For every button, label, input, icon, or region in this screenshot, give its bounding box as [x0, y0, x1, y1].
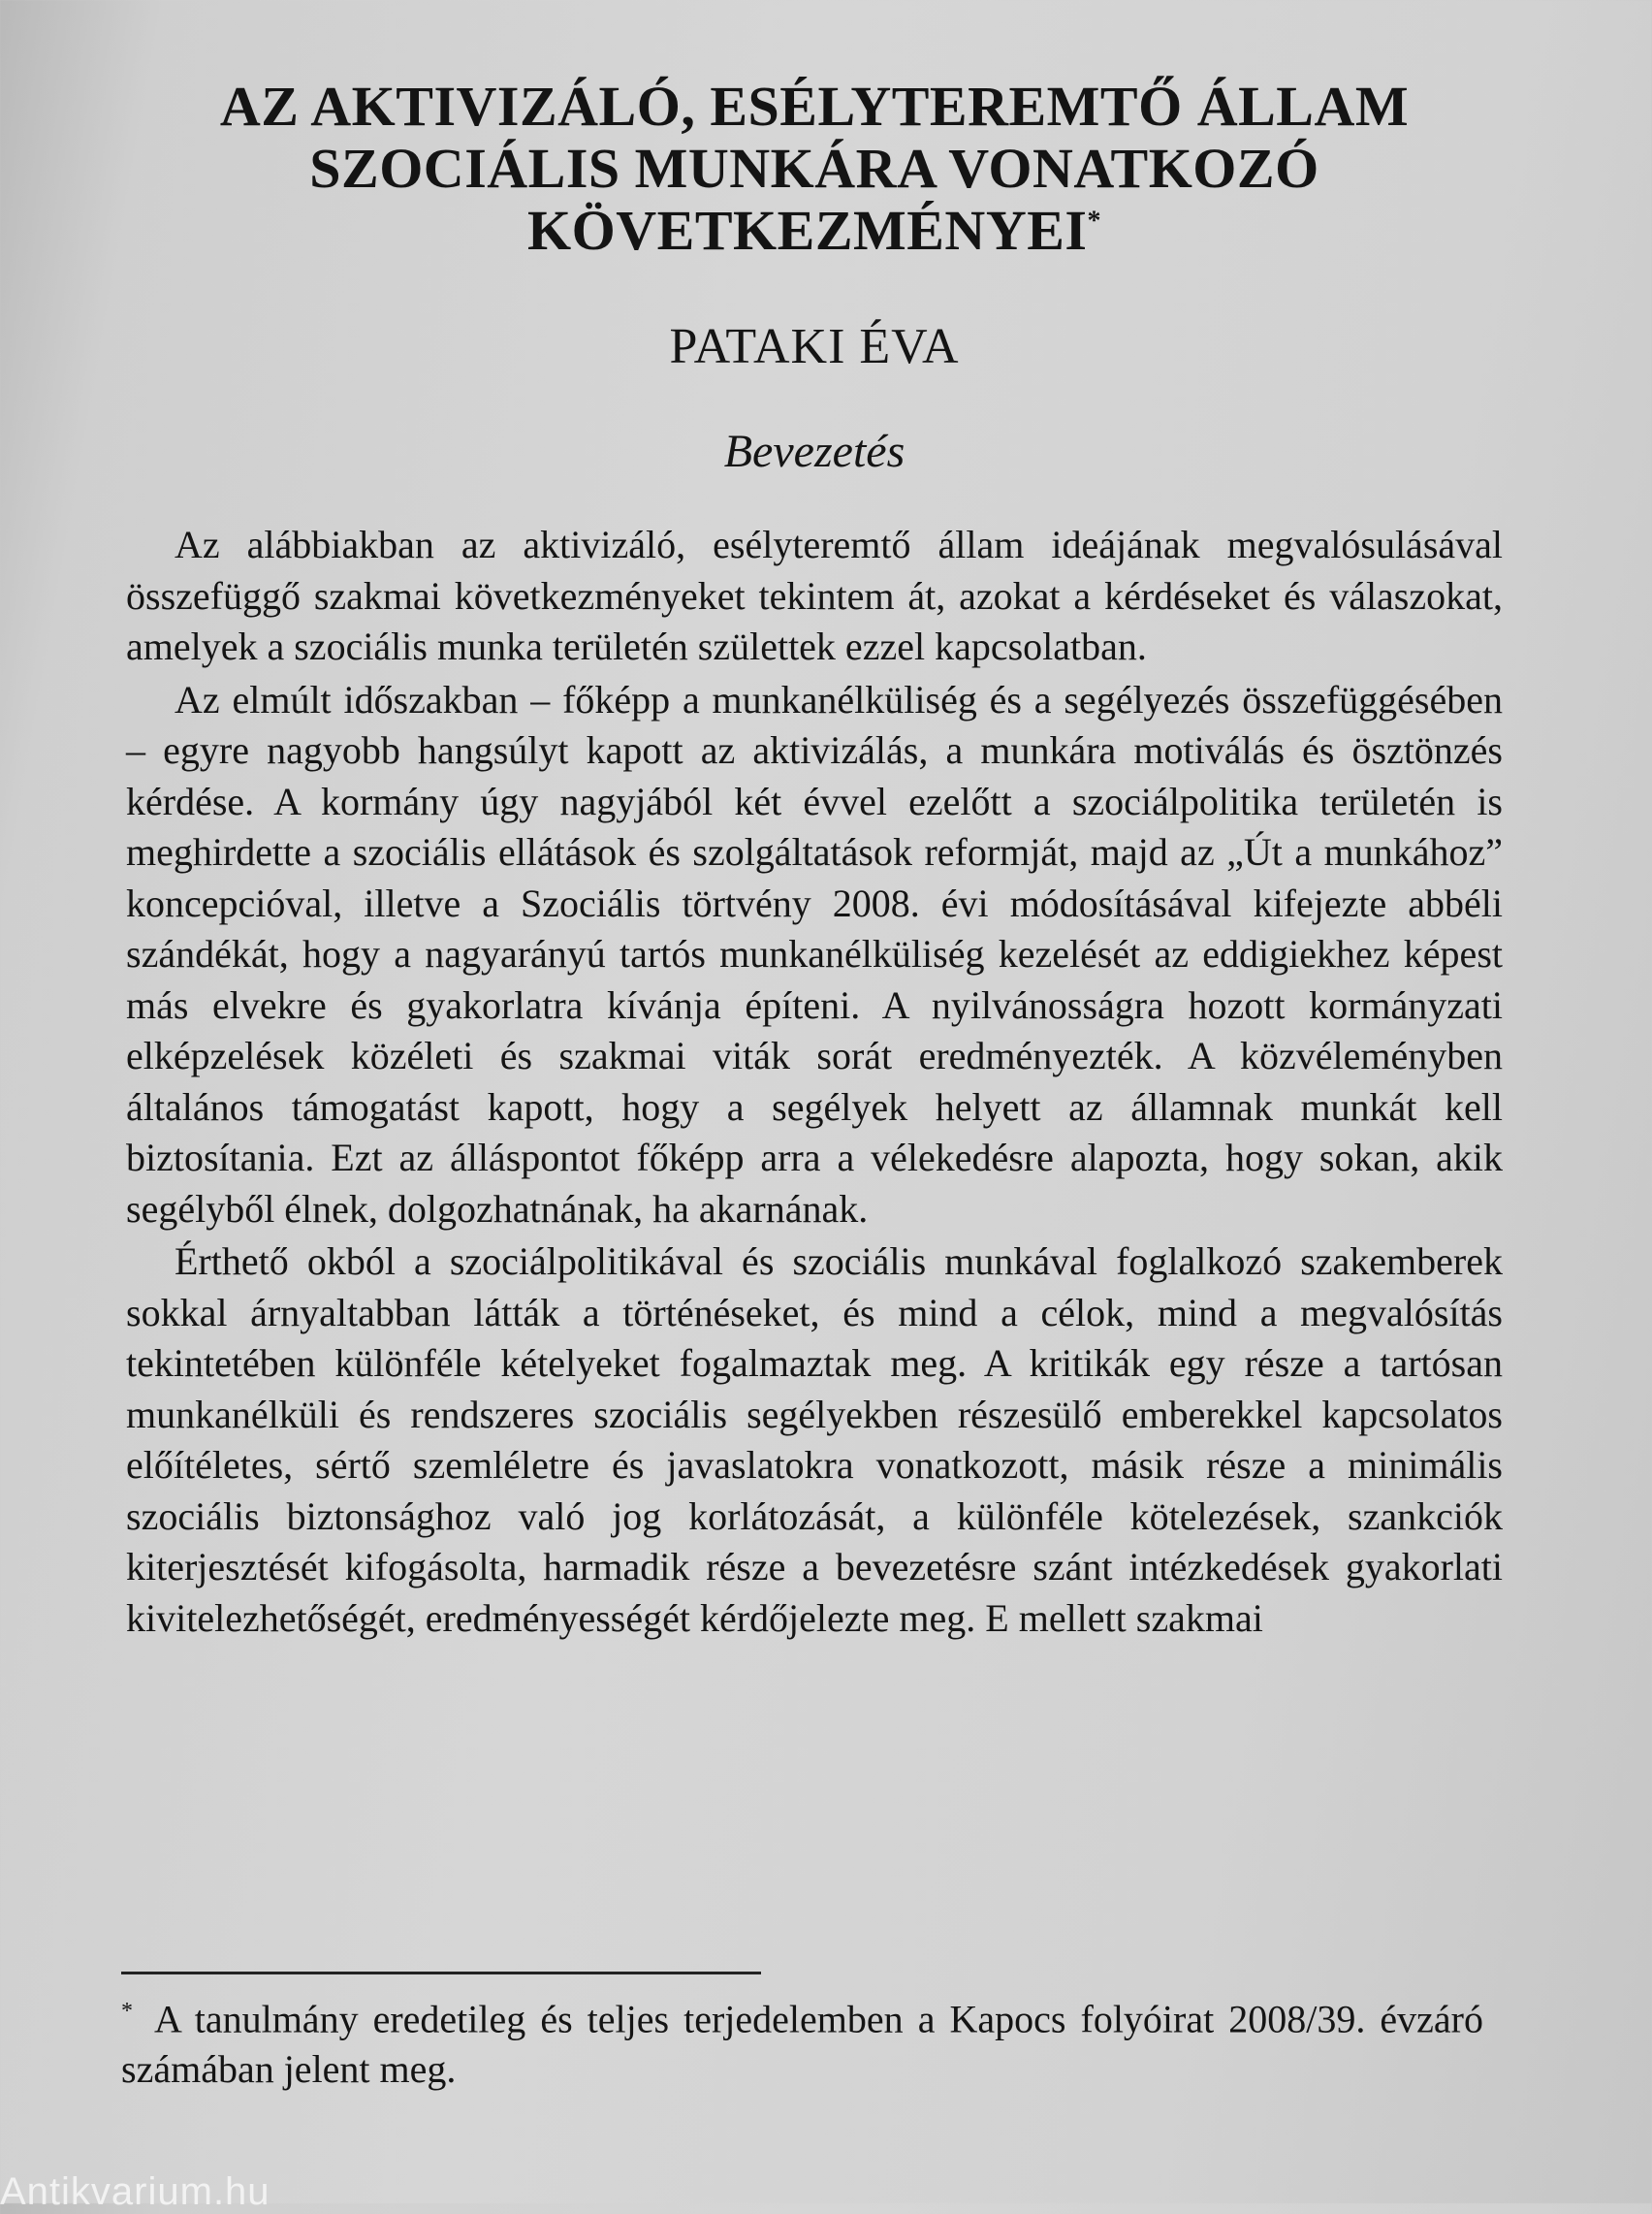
article-title: [126, 76, 1503, 262]
footnote-mark: *: [121, 1999, 133, 2024]
section-heading: Bevezetés: [723, 426, 905, 477]
title-line-1: AZ AKTIVIZÁLÓ, ESÉLYTEREMTŐ ÁLLAM: [219, 75, 1410, 138]
article-page: [126, 76, 1503, 1644]
footnote: [121, 1986, 1483, 2095]
paragraph: Érthető okból a szociálpolitikával és szociális munkával foglalkozó szakemberek sokkal árnyaltabban látták a történéseket, és mind a célok, mind a megvalósítás tekintetében különféle kételyeket fogalmaztak meg. A kritikák egy része a tartósan munkanélküli és rendszeres szociális segélyekben részesülő emberekkel kapcsolatos előítéletes, sértő szemléletre és javaslatokra vonatkozott, másik része a minimális szociális biztonsághoz való jog korlátozását, a különféle kötelezések, szankciók kiterjesztését kifogásolta, harmadik része a bevezetésre szánt intézkedések gyakorlati kivitelezhetőségét, eredményességét kérdőjelezte meg. E mellett szakmai: [126, 1239, 1503, 1640]
paragraph: Az alábbiakban az aktivizáló, esélyteremtő állam ideájának megvalósulásával összefüggő szakmai következményeket tekintem át, azokat a kérdéseket és válaszokat, amelyek a szociális munka területén születtek ezzel kapcsolatban.: [126, 523, 1503, 668]
footnote-text: A tanulmány eredetileg és teljes terjedelemben a Kapocs folyóirat 2008/39. évzáró számában jelent meg.: [121, 1997, 1483, 2092]
watermark: Antikvarium.hu: [0, 2170, 270, 2213]
title-line-3: [126, 200, 1503, 262]
title-line-2: SZOCIÁLIS MUNKÁRA VONATKOZÓ: [309, 137, 1319, 200]
title-line-3-text: KÖVETKEZMÉNYEI: [527, 199, 1088, 262]
author-name: PATAKI ÉVA: [669, 319, 960, 374]
footnote-divider: [121, 1972, 761, 1974]
title-footnote-mark[interactable]: *: [1087, 206, 1101, 237]
article-body: [126, 520, 1503, 1644]
paragraph: Az elmúlt időszakban – főképp a munkanélküliség és a segélyezés összefüggésében – egyre nagyobb hangsúlyt kapott az aktivizálás, a munkára motiválás és ösztönzés kérdése. A kormány úgy nagyjából két évvel ezelőtt a szociálpolitika területén is meghirdette a szociális ellátások és szolgáltatások reformját, majd az „Út a munkához” koncepcióval, illetve a Szociális törtvény 2008. évi módosításával kifejezte abbéli szándékát, hogy a nagyarányú tartós munkanélküliség kezelését az eddigiekhez képest más elvekre és gyakorlatra kívánja építeni. A nyilvánosságra hozott kormányzati elképzelések közéleti és szakmai viták sorát eredményezték. A közvéleményben általános támogatást kapott, hogy a segélyek helyett az államnak munkát kell biztosítania. Ezt az álláspontot főképp arra a vélekedésre alapozta, hogy sokan, akik segélyből élnek, dolgozhatnának, ha akarnának.: [126, 677, 1503, 1231]
